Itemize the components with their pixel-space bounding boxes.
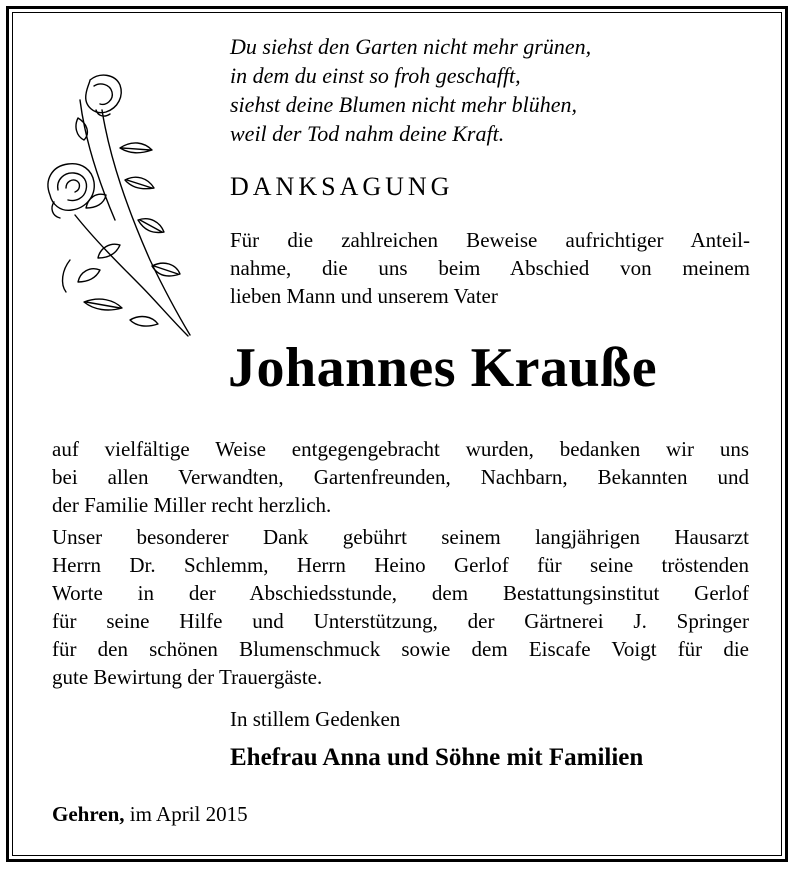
paragraph-special-thanks (52, 523, 749, 691)
rose-icon (40, 70, 200, 350)
intro-text (230, 226, 750, 310)
paragraph-thanks (52, 435, 749, 519)
poem-line: in dem du einst so froh geschafft, (230, 63, 521, 88)
paragraph-line: bei allen Verwandten, Gartenfreunden, Nachbarn, Bekannten und (52, 465, 749, 489)
paragraph-line: auf vielfältige Weise entgegengebracht wurden, bedanken wir uns (52, 437, 749, 461)
paragraph-line: für seine Hilfe und Unterstützung, der Gärtnerei J. Springer (52, 609, 749, 633)
paragraph-line: für den schönen Blumenschmuck sowie dem Eiscafe Voigt für die (52, 637, 749, 661)
date: im April 2015 (129, 802, 248, 826)
place: Gehren, (52, 802, 125, 826)
poem-line: siehst deine Blumen nicht mehr blühen, (230, 92, 578, 117)
poem-line: Du siehst den Garten nicht mehr grünen, (230, 34, 592, 59)
paragraph-line: Worte in der Abschiedsstunde, dem Bestattungsinstitut Gerlof (52, 581, 749, 605)
closing-phrase: In stillem Gedenken (230, 707, 401, 731)
paragraph-line: gute Bewirtung der Trauergäste. (52, 665, 323, 689)
intro-line: Für die zahlreichen Beweise aufrichtiger Anteil- (230, 228, 750, 252)
poem-line: weil der Tod nahm deine Kraft. (230, 121, 505, 146)
poem (230, 32, 591, 148)
paragraph-line: der Familie Miller recht herzlich. (52, 493, 332, 517)
family-signature: Ehefrau Anna und Söhne mit Familien (230, 744, 644, 771)
intro-line: lieben Mann und unserem Vater (230, 284, 498, 308)
place-date (52, 802, 248, 827)
paragraph-line: Unser besonderer Dank gebührt seinem langjährigen Hausarzt (52, 525, 749, 549)
intro-line: nahme, die uns beim Abschied von meinem (230, 256, 750, 280)
heading: DANKSAGUNG (230, 172, 454, 201)
deceased-name: Johannes Krauße (228, 337, 658, 399)
paragraph-line: Herrn Dr. Schlemm, Herrn Heino Gerlof für seine tröstenden (52, 553, 749, 577)
